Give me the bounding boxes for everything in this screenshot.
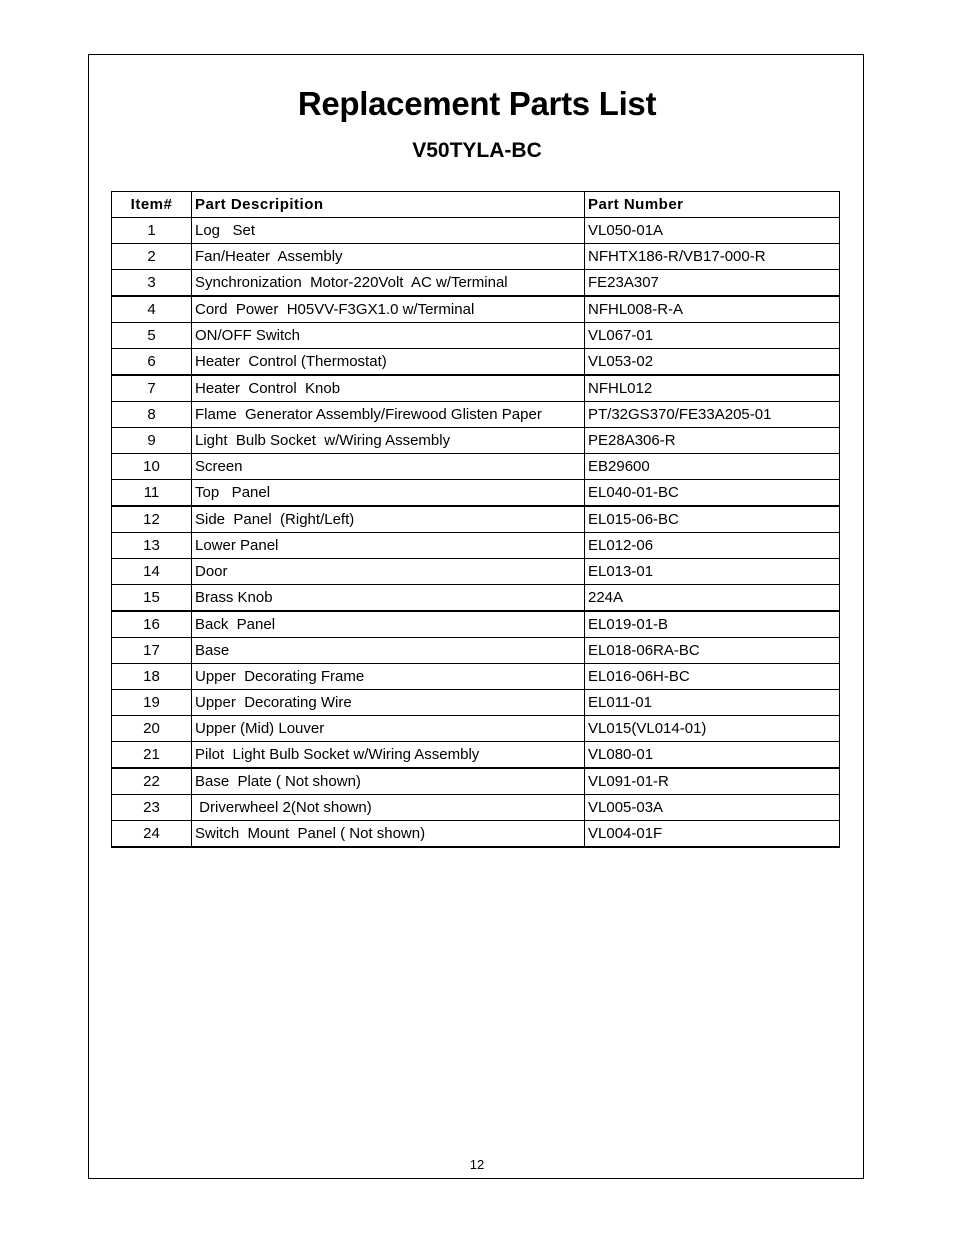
page-title: Replacement Parts List bbox=[297, 85, 657, 122]
description-cell: Top Panel bbox=[192, 480, 585, 507]
part-number-cell: EL015-06-BC bbox=[585, 506, 840, 533]
table-row bbox=[112, 768, 840, 795]
part-number-cell: VL004-01F bbox=[585, 821, 840, 848]
description-cell: Upper Decorating Frame bbox=[192, 664, 585, 690]
item-cell: 4 bbox=[112, 296, 192, 323]
description-cell: Upper (Mid) Louver bbox=[192, 716, 585, 742]
description-cell: Base Plate ( Not shown) bbox=[192, 768, 585, 795]
table-row bbox=[112, 533, 840, 559]
table-row bbox=[112, 296, 840, 323]
part-number-cell: VL005-03A bbox=[585, 795, 840, 821]
description-cell: Fan/Heater Assembly bbox=[192, 244, 585, 270]
description-cell: Switch Mount Panel ( Not shown) bbox=[192, 821, 585, 848]
description-cell: Base bbox=[192, 638, 585, 664]
table-row bbox=[112, 638, 840, 664]
description-cell: Cord Power H05VV-F3GX1.0 w/Terminal bbox=[192, 296, 585, 323]
item-cell: 9 bbox=[112, 428, 192, 454]
header-description: Part Descripition bbox=[192, 192, 585, 218]
description-cell: Upper Decorating Wire bbox=[192, 690, 585, 716]
table-row bbox=[112, 480, 840, 507]
parts-table bbox=[111, 191, 840, 848]
item-cell: 6 bbox=[112, 349, 192, 376]
table-row bbox=[112, 375, 840, 402]
description-cell: Heater Control (Thermostat) bbox=[192, 349, 585, 376]
part-number-cell: VL080-01 bbox=[585, 742, 840, 769]
page-number: 12 bbox=[469, 1157, 485, 1172]
item-cell: 7 bbox=[112, 375, 192, 402]
item-cell: 24 bbox=[112, 821, 192, 848]
item-cell: 2 bbox=[112, 244, 192, 270]
item-cell: 8 bbox=[112, 402, 192, 428]
table-row bbox=[112, 559, 840, 585]
table-row bbox=[112, 349, 840, 376]
part-number-cell: PT/32GS370/FE33A205-01 bbox=[585, 402, 840, 428]
part-number-cell: NFHL008-R-A bbox=[585, 296, 840, 323]
part-number-cell: NFHTX186-R/VB17-000-R bbox=[585, 244, 840, 270]
table-row bbox=[112, 428, 840, 454]
item-cell: 17 bbox=[112, 638, 192, 664]
item-cell: 10 bbox=[112, 454, 192, 480]
description-cell: Log Set bbox=[192, 218, 585, 244]
item-cell: 20 bbox=[112, 716, 192, 742]
part-number-cell: EL012-06 bbox=[585, 533, 840, 559]
item-cell: 1 bbox=[112, 218, 192, 244]
part-number-cell: EL011-01 bbox=[585, 690, 840, 716]
part-number-cell: EL019-01-B bbox=[585, 611, 840, 638]
table-row bbox=[112, 218, 840, 244]
table-row bbox=[112, 323, 840, 349]
model-number: V50TYLA-BC bbox=[412, 139, 542, 162]
part-number-cell: PE28A306-R bbox=[585, 428, 840, 454]
description-cell: Lower Panel bbox=[192, 533, 585, 559]
table-row bbox=[112, 270, 840, 297]
description-cell: Heater Control Knob bbox=[192, 375, 585, 402]
part-number-cell: VL015(VL014-01) bbox=[585, 716, 840, 742]
header-item: Item# bbox=[112, 192, 192, 218]
item-cell: 12 bbox=[112, 506, 192, 533]
item-cell: 19 bbox=[112, 690, 192, 716]
item-cell: 3 bbox=[112, 270, 192, 297]
table-row bbox=[112, 454, 840, 480]
table-row bbox=[112, 716, 840, 742]
part-number-cell: FE23A307 bbox=[585, 270, 840, 297]
table-row bbox=[112, 585, 840, 612]
part-number-cell: EL040-01-BC bbox=[585, 480, 840, 507]
part-number-cell: VL050-01A bbox=[585, 218, 840, 244]
part-number-cell: VL091-01-R bbox=[585, 768, 840, 795]
table-row bbox=[112, 506, 840, 533]
table-row bbox=[112, 742, 840, 769]
table-body bbox=[112, 218, 840, 848]
description-cell: Pilot Light Bulb Socket w/Wiring Assembly bbox=[192, 742, 585, 769]
part-number-cell: VL053-02 bbox=[585, 349, 840, 376]
description-cell: Light Bulb Socket w/Wiring Assembly bbox=[192, 428, 585, 454]
description-cell: Synchronization Motor-220Volt AC w/Terminal bbox=[192, 270, 585, 297]
description-cell: Flame Generator Assembly/Firewood Glisten Paper bbox=[192, 402, 585, 428]
description-cell: Back Panel bbox=[192, 611, 585, 638]
item-cell: 22 bbox=[112, 768, 192, 795]
part-number-cell: 224A bbox=[585, 585, 840, 612]
item-cell: 18 bbox=[112, 664, 192, 690]
table-row bbox=[112, 402, 840, 428]
item-cell: 21 bbox=[112, 742, 192, 769]
description-cell: Brass Knob bbox=[192, 585, 585, 612]
header-part-number: Part Number bbox=[585, 192, 840, 218]
table-row bbox=[112, 244, 840, 270]
part-number-cell: EB29600 bbox=[585, 454, 840, 480]
item-cell: 13 bbox=[112, 533, 192, 559]
table-row bbox=[112, 611, 840, 638]
table-row bbox=[112, 795, 840, 821]
description-cell: Side Panel (Right/Left) bbox=[192, 506, 585, 533]
item-cell: 16 bbox=[112, 611, 192, 638]
part-number-cell: VL067-01 bbox=[585, 323, 840, 349]
item-cell: 23 bbox=[112, 795, 192, 821]
description-cell: Door bbox=[192, 559, 585, 585]
item-cell: 5 bbox=[112, 323, 192, 349]
table-row bbox=[112, 664, 840, 690]
item-cell: 14 bbox=[112, 559, 192, 585]
description-cell: Screen bbox=[192, 454, 585, 480]
table-row bbox=[112, 690, 840, 716]
item-cell: 15 bbox=[112, 585, 192, 612]
table-row bbox=[112, 821, 840, 848]
part-number-cell: EL018-06RA-BC bbox=[585, 638, 840, 664]
description-cell: ON/OFF Switch bbox=[192, 323, 585, 349]
table-header-row bbox=[112, 192, 840, 218]
item-cell: 11 bbox=[112, 480, 192, 507]
description-cell: Driverwheel 2(Not shown) bbox=[192, 795, 585, 821]
part-number-cell: EL016-06H-BC bbox=[585, 664, 840, 690]
part-number-cell: NFHL012 bbox=[585, 375, 840, 402]
part-number-cell: EL013-01 bbox=[585, 559, 840, 585]
